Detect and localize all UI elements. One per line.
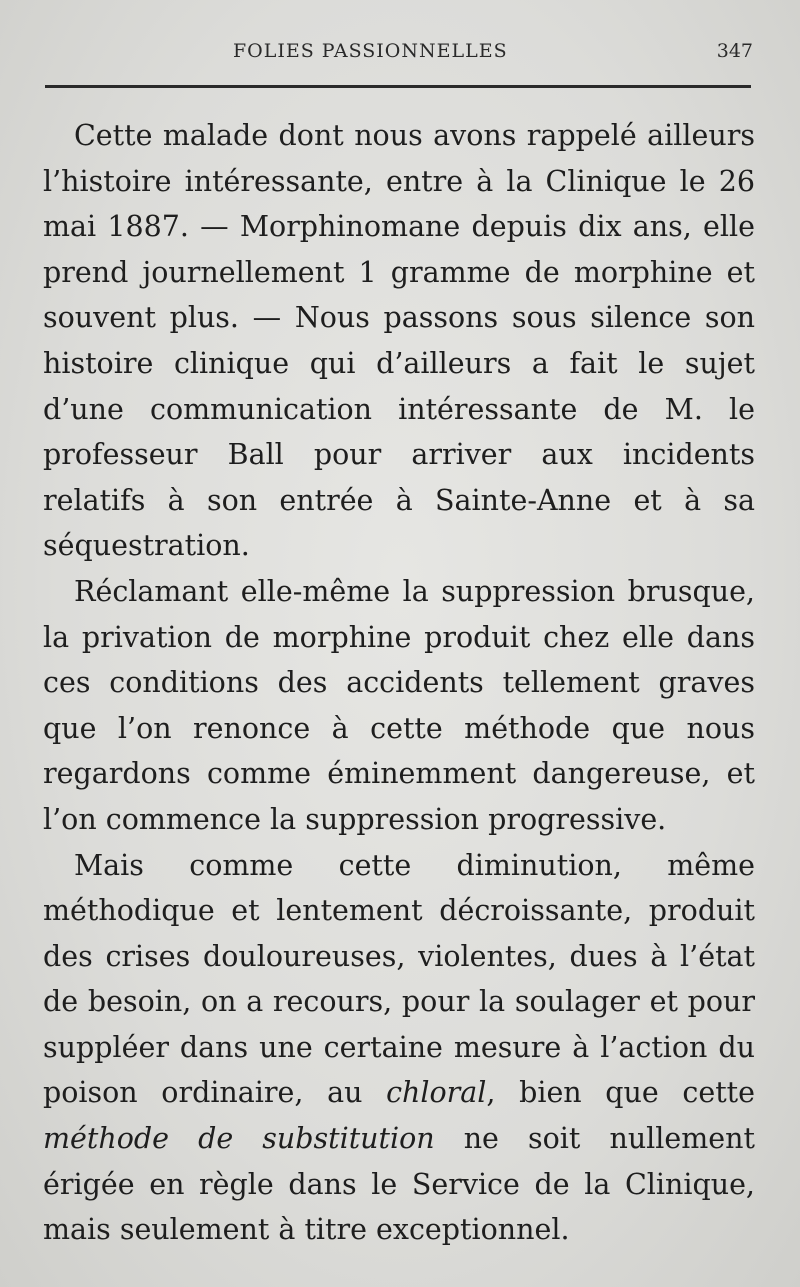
running-title: FOLIES PASSIONNELLES: [233, 40, 508, 62]
paragraph-1: Cette malade dont nous avons rappelé ailleurs l’histoire intéressante, entre à la Clinique le 26 mai 1887. — Morphinomane depuis dix ans, elle prend journellement 1 gramme de morphine et souvent plus. — Nous passons sous silence son histoire clinique qui d’ailleurs a fait le sujet d’une communication intéressante de M. le professeur Ball pour arriver aux incidents relatifs à son entrée à Sainte-Anne et à sa séquestration.: [43, 119, 755, 563]
emphasis-chloral: chloral: [386, 1076, 487, 1110]
emphasis-method: méthode de substitution: [43, 1122, 435, 1156]
paragraph-3-text-start: Mais comme cette diminution, même méthodique et lentement décroissante, produit des crises douloureuses, violentes, dues à l’état de besoin, on a recours, pour la soulager et pour suppléer dans une certaine mesure à l’action du poison ordinaire, au: [43, 848, 755, 1110]
paragraph-3-text-end: ne soit nullement érigée en règle dans le Service de la Clinique, mais seulement à titre exceptionnel.: [43, 1122, 755, 1247]
page-header: [45, 40, 753, 70]
header-rule: [45, 85, 751, 88]
paragraph-2: Réclamant elle-même la suppression brusque, la privation de morphine produit chez elle dans ces conditions des accidents tellement graves que l’on renonce à cette méthode que nous regardons comme éminemment dangereuse, et l’on commence la suppression progressive.: [43, 574, 755, 836]
body-text: [43, 113, 755, 1253]
page-number: 347: [716, 40, 753, 62]
paragraph-3-text-middle: , bien que cette: [486, 1076, 755, 1110]
paragraph-3: [43, 843, 755, 1253]
